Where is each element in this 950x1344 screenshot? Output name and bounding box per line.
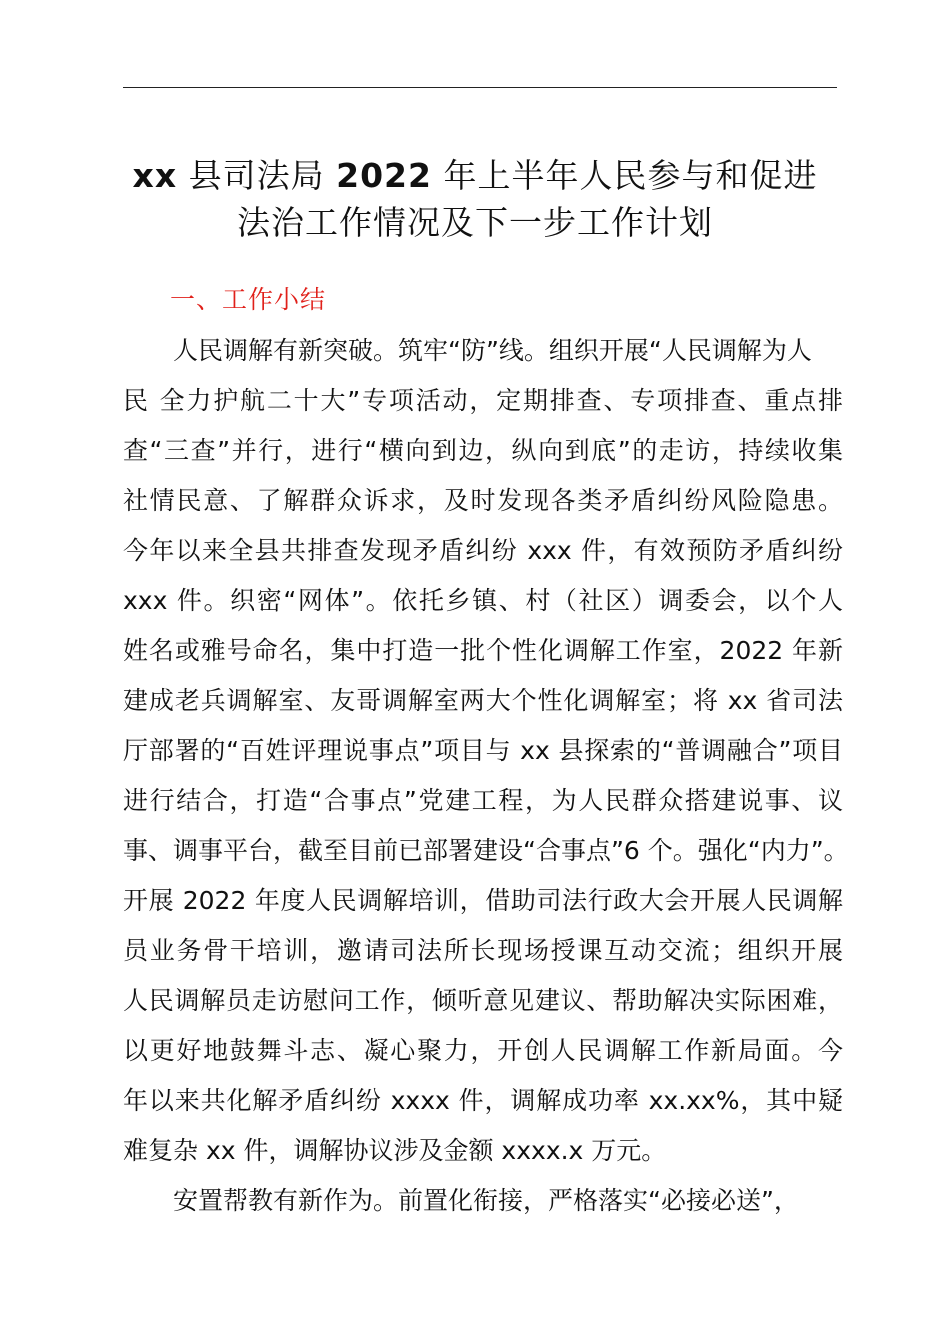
paragraph-line: 开展 2022 年度人民调解培训，借助司法行政大会开展人民调解 [123,886,843,915]
paragraph-line: 民 全力护航二十大”专项活动，定期排查、专项排查、重点排 [123,386,843,415]
paragraph-line: 年以来共化解矛盾纠纷 xxxx 件，调解成功率 xx.xx%，其中疑 [123,1086,843,1115]
paragraph-line: 以更好地鼓舞斗志、凝心聚力，开创人民调解工作新局面。今 [123,1036,843,1065]
paragraph-line: 事、调事平台，截至目前已部署建设“合事点”6 个。强化“内力”。 [123,836,849,865]
header-rule [123,87,837,88]
title-year: 2022 [336,156,432,195]
paragraph-line: 人民调解员走访慰问工作，倾听意见建议、帮助解决实际困难， [123,986,843,1015]
paragraph-line: xxx 件。织密“网体”。依托乡镇、村（社区）调委会，以个人 [123,586,843,615]
paragraph-line: 姓名或雅号命名，集中打造一批个性化调解工作室，2022 年新 [123,636,843,665]
paragraph-line: 今年以来全县共排查发现矛盾纠纷 xxx 件，有效预防矛盾纠纷 [123,536,843,565]
paragraph-line: 安置帮教有新作为。前置化衔接，严格落实“必接必送”， [173,1186,799,1215]
paragraph-line: 人民调解有新突破。筑牢“防”线。组织开展“人民调解为人 [173,336,812,365]
section-heading: 一、工作小结 [170,285,327,314]
paragraph-line: 员业务骨干培训，邀请司法所长现场授课互动交流；组织开展 [123,936,843,965]
paragraph-line: 进行结合，打造“合事点”党建工程，为人民群众搭建说事、议 [123,786,843,815]
document-title-line-2: 法治工作情况及下一步工作计划 [237,203,713,242]
title-county: 县司法局 [188,156,325,195]
document-title-line-1 [60,156,890,196]
title-rest: 年上半年人民参与和促进 [443,156,818,195]
paragraph-line: 厅部署的“百姓评理说事点”项目与 xx 县探索的“普调融合”项目 [123,736,843,765]
paragraph-line: 社情民意、了解群众诉求，及时发现各类矛盾纠纷风险隐患。 [123,486,843,515]
paragraph-line: 查“三查”并行，进行“横向到边，纵向到底”的走访，持续收集 [123,436,843,465]
paragraph-line: 建成老兵调解室、友哥调解室两大个性化调解室；将 xx 省司法 [123,686,843,715]
title-prefix: xx [132,156,178,195]
paragraph-line: 难复杂 xx 件，调解协议涉及金额 xxxx.x 万元。 [123,1136,667,1165]
